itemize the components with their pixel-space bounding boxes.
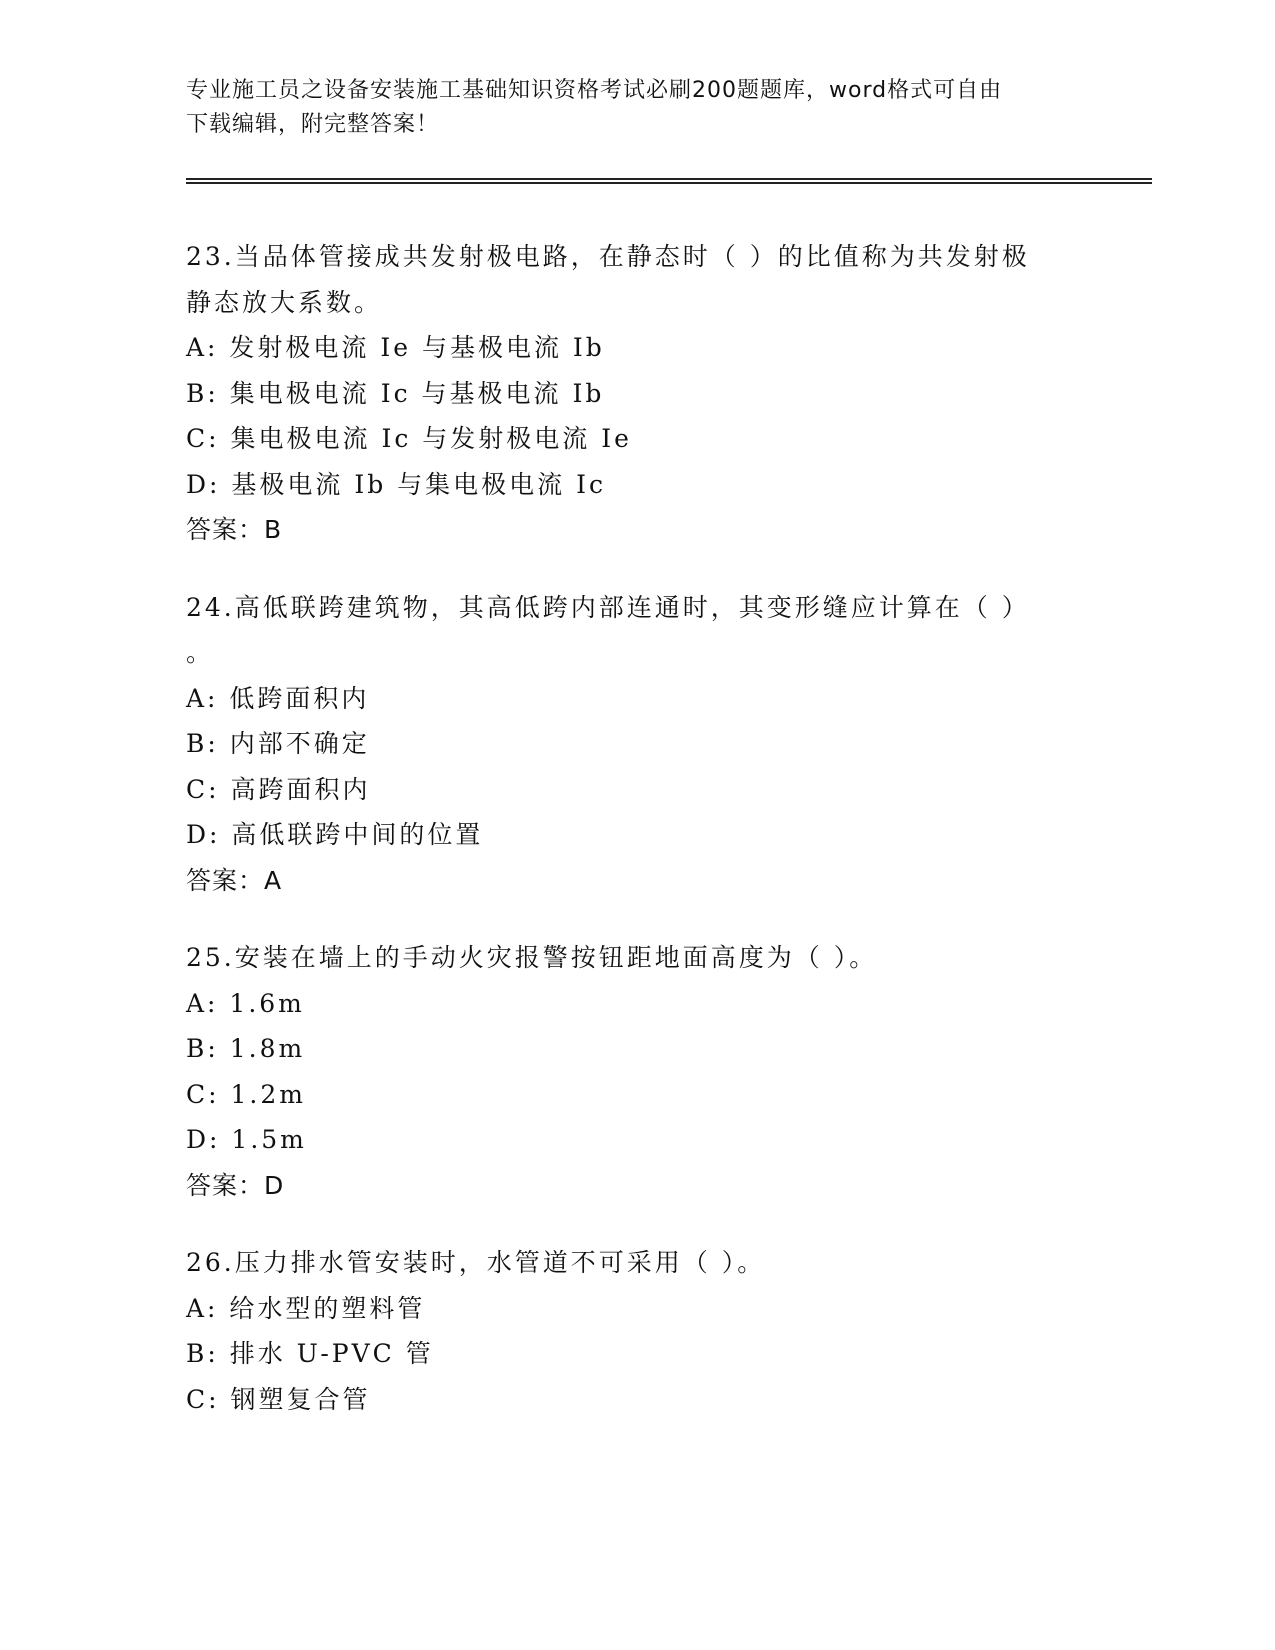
question-26-option-a: A: 给水型的塑料管 — [186, 1293, 426, 1323]
question-24-option-b: B: 内部不确定 — [186, 729, 370, 758]
question-26-option-c: C: 钢塑复合管 — [186, 1384, 371, 1414]
question-23-stem-line-1: 23.当品体管接成共发射极电路，在静态时（ ）的比值称为共发射极 — [186, 242, 1030, 271]
question-26-stem-line-1: 26.压力排水管安装时，水管道不可采用（ ）。 — [186, 1248, 766, 1277]
question-23-option-c: C: 集电极电流 Ic 与发射极电流 Ie — [186, 424, 632, 453]
document-header — [186, 74, 1066, 142]
question-25-option-a: A: 1.6m — [186, 988, 305, 1018]
question-23-stem-line-2: 静态放大系数。 — [186, 287, 383, 317]
question-23-option-d: D: 基极电流 Ib 与集电极电流 Ic — [186, 469, 607, 499]
question-24-answer: 答案：A — [186, 865, 283, 895]
question-23-option-a: A: 发射极电流 Ie 与基极电流 Ib — [186, 333, 605, 362]
question-25-stem-line-1: 25.安装在墙上的手动火灾报警按钮距地面高度为（ ）。 — [186, 943, 878, 972]
question-list — [186, 234, 1146, 1454]
question-25-option-c: C: 1.2m — [186, 1079, 306, 1109]
question-23-option-b: B: 集电极电流 Ic 与基极电流 Ib — [186, 378, 605, 408]
question-24-option-d: D: 高低联跨中间的位置 — [186, 820, 484, 849]
question-23 — [186, 234, 1146, 553]
question-25-option-b: B: 1.8m — [186, 1034, 306, 1063]
question-24 — [186, 585, 1146, 904]
question-23-answer: 答案：B — [186, 515, 283, 544]
header-line-1: 专业施工员之设备安装施工基础知识资格考试必刷200题题库，word格式可自由 — [186, 78, 1003, 103]
header-line-2: 下载编辑，附完整答案！ — [186, 112, 440, 137]
question-25 — [186, 935, 1146, 1208]
question-26 — [186, 1240, 1146, 1422]
question-24-option-c: C: 高跨面积内 — [186, 774, 371, 804]
question-24-stem-line-1: 24.高低联跨建筑物，其高低跨内部连通时，其变形缝应计算在（ ） — [186, 592, 1030, 622]
header-double-rule — [186, 178, 1152, 184]
question-24-stem-line-2: 。 — [186, 638, 215, 667]
question-26-option-b: B: 排水 U-PVC 管 — [186, 1339, 434, 1368]
question-25-option-d: D: 1.5m — [186, 1125, 307, 1154]
question-24-option-a: A: 低跨面积内 — [186, 683, 370, 713]
question-25-answer: 答案：D — [186, 1170, 285, 1200]
